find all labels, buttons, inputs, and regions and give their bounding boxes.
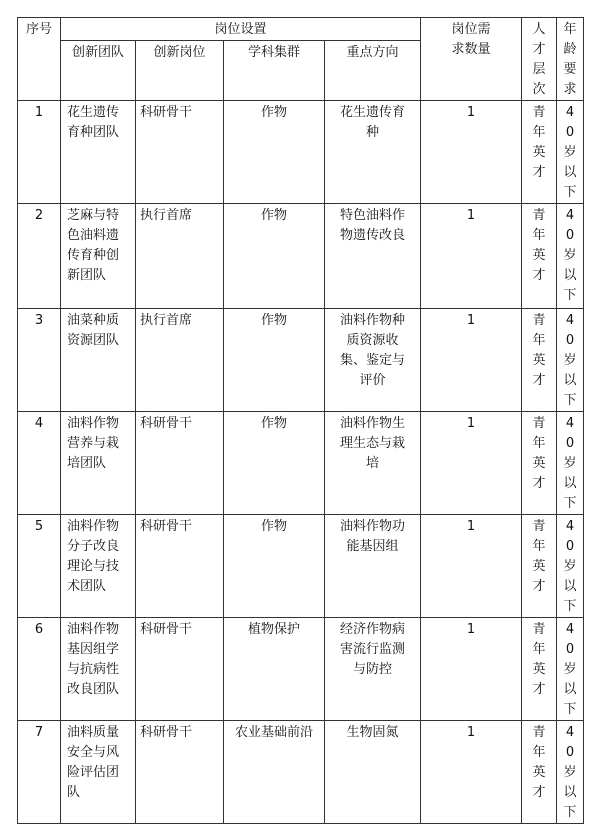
team-cell: 油料作物基因组学与抗病性改良团队 (61, 618, 136, 721)
table-row (18, 515, 584, 618)
seq-cell: 4 (18, 412, 61, 515)
header-direction: 重点方向 (325, 41, 421, 101)
header-demand: 岗位需求数量 (421, 18, 522, 101)
post-cell: 执行首席 (136, 204, 224, 309)
direction-cell: 花生遗传育种 (325, 101, 421, 204)
seq-cell: 1 (18, 101, 61, 204)
level-cell: 青年英才 (522, 101, 557, 204)
age-cell: 40岁以下 (557, 204, 584, 309)
count-cell: 1 (421, 309, 522, 412)
discipline-cell: 作物 (224, 515, 325, 618)
count-cell: 1 (421, 618, 522, 721)
direction-cell: 油料作物功能基因组 (325, 515, 421, 618)
age-cell: 40岁以下 (557, 412, 584, 515)
header-seq: 序号 (18, 18, 61, 101)
seq-cell: 6 (18, 618, 61, 721)
post-cell: 科研骨干 (136, 721, 224, 824)
seq-cell: 2 (18, 204, 61, 309)
level-cell: 青年英才 (522, 309, 557, 412)
post-cell: 科研骨干 (136, 618, 224, 721)
seq-cell: 3 (18, 309, 61, 412)
team-cell: 油料作物营养与栽培团队 (61, 412, 136, 515)
table-row (18, 412, 584, 515)
discipline-cell: 作物 (224, 309, 325, 412)
team-cell: 花生遗传育种团队 (61, 101, 136, 204)
count-cell: 1 (421, 721, 522, 824)
count-cell: 1 (421, 412, 522, 515)
age-cell: 40岁以下 (557, 309, 584, 412)
post-cell: 执行首席 (136, 309, 224, 412)
discipline-cell: 农业基础前沿 (224, 721, 325, 824)
seq-cell: 5 (18, 515, 61, 618)
age-cell: 40岁以下 (557, 618, 584, 721)
level-cell: 青年英才 (522, 515, 557, 618)
table-row (18, 309, 584, 412)
positions-table (17, 17, 584, 824)
age-cell: 40岁以下 (557, 101, 584, 204)
age-cell: 40岁以下 (557, 515, 584, 618)
post-cell: 科研骨干 (136, 515, 224, 618)
team-cell: 油菜种质资源团队 (61, 309, 136, 412)
direction-cell: 油料作物生理生态与栽培 (325, 412, 421, 515)
direction-cell: 特色油料作物遗传改良 (325, 204, 421, 309)
header-row-1 (18, 18, 584, 41)
count-cell: 1 (421, 204, 522, 309)
discipline-cell: 作物 (224, 204, 325, 309)
header-talent-level: 人才层次 (522, 18, 557, 101)
team-cell: 芝麻与特色油料遗传育种创新团队 (61, 204, 136, 309)
header-post: 创新岗位 (136, 41, 224, 101)
discipline-cell: 作物 (224, 101, 325, 204)
team-cell: 油料作物分子改良理论与技术团队 (61, 515, 136, 618)
level-cell: 青年英才 (522, 618, 557, 721)
header-position-settings: 岗位设置 (61, 18, 421, 41)
direction-cell: 经济作物病害流行监测与防控 (325, 618, 421, 721)
discipline-cell: 作物 (224, 412, 325, 515)
count-cell: 1 (421, 515, 522, 618)
post-cell: 科研骨干 (136, 412, 224, 515)
header-discipline: 学科集群 (224, 41, 325, 101)
post-cell: 科研骨干 (136, 101, 224, 204)
table-row (18, 204, 584, 309)
direction-cell: 油料作物种质资源收集、鉴定与评价 (325, 309, 421, 412)
age-cell: 40岁以下 (557, 721, 584, 824)
table-row (18, 721, 584, 824)
count-cell: 1 (421, 101, 522, 204)
direction-cell: 生物固氮 (325, 721, 421, 824)
table-row (18, 101, 584, 204)
seq-cell: 7 (18, 721, 61, 824)
header-age-requirement: 年龄要求 (557, 18, 584, 101)
table-row (18, 618, 584, 721)
level-cell: 青年英才 (522, 412, 557, 515)
level-cell: 青年英才 (522, 721, 557, 824)
header-team: 创新团队 (61, 41, 136, 101)
discipline-cell: 植物保护 (224, 618, 325, 721)
level-cell: 青年英才 (522, 204, 557, 309)
team-cell: 油料质量安全与风险评估团队 (61, 721, 136, 824)
